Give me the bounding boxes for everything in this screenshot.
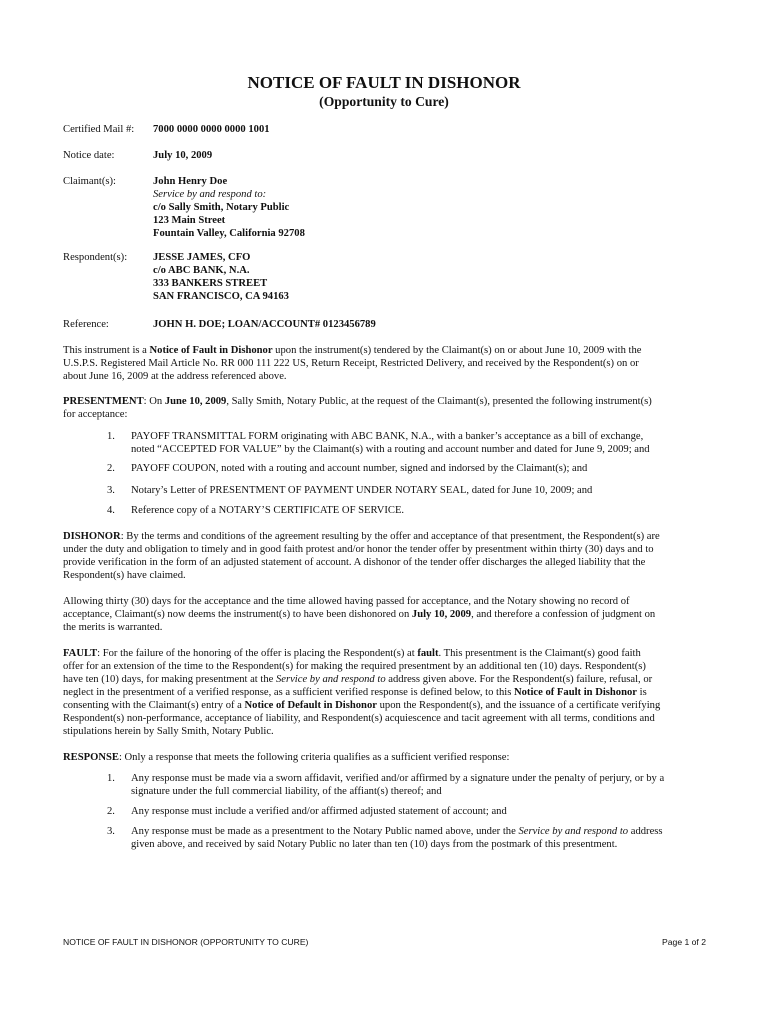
document-title: NOTICE OF FAULT IN DISHONOR — [247, 73, 521, 92]
notice-date-label: Notice date: — [63, 150, 115, 161]
claimant-city: Fountain Valley, California 92708 — [153, 228, 305, 239]
response-heading: RESPONSE — [63, 752, 119, 763]
document-page: NOTICE OF FAULT IN DISHONOR (Opportunity to Cure) Certified Mail #: 7000 0000 0000 0000 1001 Notice date: July 10, 2009 Claimant(s): John Henry Doe Service by and respond to: c/o Sally Smith, Notary Public 123 Main Street Fountain Valley, California 92708 Respondent(s): JESSE JAMES, CFO c/o ABC BANK, N.A. 333 BANKERS STREET SAN FRANCISCO, CA 94163 Reference: JOHN H. DOE; LOAN/ACCOUNT# 0123456789 This instrument is a Notice of Fault in Dishonor upon the instrument(s) tendered by the Claimant(s) on or about June 10, 2009 with the U.S.P.S. Registered Mail Article No. RR 000 111 222 US, Return Receipt, Restricted Delivery, and received by the Respondent(s) on or about June 16, 2009 at the address referenced above. PRESENTMENT: On June 10, 2009, Sally Smith, Notary Public, at the request of the Claimant(s), presented the following instrument(s) for acceptance: 1. PAYOFF TRANSMITTAL FORM originating with ABC BANK, N.A., with a banker’s acceptance as a bill of exchange, noted “ACCEPTED FOR VALUE” by the Claimant(s) with a routing and account number and dated for June 9, 2009; and 2. PAYOFF COUPON, noted with a routing and account number, signed and indorsed by the Claimant(s); and 3. Notary’s Letter of PRESENTMENT OF PAYMENT UNDER NOTARY SEAL, dated for June 10, 2009; and 4. Reference copy of a NOTARY’S CERTIFICATE OF SERVICE. DISHONOR: By the terms and conditions of the agreement resulting by the offer and acceptance of that presentment, the Respondent(s) are under the duty and obligation to timely and in good faith protest and/or honor the tender offer by presentment within thirty (30) days and to provide verification in the form of an adjusted statement of account. A dishonor of the tender offer discharges the alleged liability that the Respondent(s) have claimed. Allowing thirty (30) days for the acceptance and the time allowed having passed for acceptance, and the Notary showing no record of acceptance, Claimant(s) now deems the instrument(s) to have been dishonored on July 10, 2009, and therefore a confession of judgment on the merits is warranted. FAULT: For the failure of the honoring of the offer is placing the Respondent(s) at fault. This presentment is the Claimant(s) good faith offer for an extension of the time to the Respondent(s) for making the required presentment by an additional ten (10) days. Respondent(s) have ten (10) days, for making presentment at the Service by and respond to address given above. For the Respondent(s) failure, refusal, or neglect in the presentment of a verified response, as a sufficient verified response is defined below, to this Notice of Fault in Dishonor is consenting with the Claimant(s) entry of a Notice of Default in Dishonor upon the Respondent(s), and the issuance of a certificate verifying Respondent(s) non-performance, acceptance of liability, and Respondent(s) acquiescence and tacit agreement with all terms, conditions and stipulations herein by Sally Smith, Notary Public. RESPONSE: Only a response that meets the following criteria qualifies as a sufficient verified response: 1. Any response must be made via a sworn affidavit, verified and/or affirmed by a signature under the penalty of perjury, or by a signature under the full commercial liability, of the affiant(s) thereof; and 2. Any response must include a verified and/or affirmed adjusted statement of account; and 3. Any response must be made as a presentment to the Notary Public named above, under the Service by and respond to address given above, and received by said Notary Public no later than ten (10) days from the postmark of this presentment. NOTICE OF FAULT IN DISHONOR (OPPORTUNITY TO CURE) Page 1 of 2 — [0, 0, 768, 1024]
claimant-name: John Henry Doe — [153, 176, 228, 187]
presentment-heading: PRESENTMENT — [63, 396, 144, 407]
allowing-paragraph: Allowing thirty (30) days for the acceptance and the time allowed having passed for acceptance, and the Notary showing no record of acceptance, Claimant(s) now deems the instrument(s) to have been dishonored on July 10, 2009, and therefore a confession of judgment on the merits is warranted. — [63, 596, 656, 633]
claimant-service-note: Service by and respond to: — [153, 189, 267, 200]
claimant-label: Claimant(s): — [63, 176, 116, 187]
fault-paragraph: FAULT: For the failure of the honoring of the offer is placing the Respondent(s) at fault. This presentment is the Claimant(s) good faith offer for an extension of the time to the Respondent(s) for making the required presentment by an additional ten (10) days. Respondent(s) have ten (10) days, for making presentment at the Service by and respond to address given above. For the Respondent(s) failure, refusal, or neglect in the presentment of a verified response, as a sufficient verified response is defined below, to this Notice of Fault in Dishonor is consenting with the Claimant(s) entry of a Notice of Default in Dishonor upon the Respondent(s), and the issuance of a certificate verifying Respondent(s) non-performance, acceptance of liability, and Respondent(s) acquiescence and tacit agreement with all terms, conditions and stipulations herein by Sally Smith, Notary Public. — [63, 648, 661, 737]
certified-mail-value: 7000 0000 0000 0000 1001 — [153, 124, 270, 135]
certified-mail-label: Certified Mail #: — [63, 124, 135, 135]
dishonor-paragraph: DISHONOR: By the terms and conditions of the agreement resulting by the offer and acceptance of that presentment, the Respondent(s) are under the duty and obligation to timely and in good faith protest and/or honor the tender offer by presentment within thirty (30) days and to provide verification in the form of an adjusted statement of account. A dishonor of the tender offer discharges the alleged liability that the Respondent(s) have claimed. — [63, 530, 706, 582]
intro-line-2: U.S.P.S. Registered Mail Article No. RR 000 111 222 US, Return Receipt, Restricted Delivery, and received by the Respondent(s) on or — [63, 358, 639, 369]
respondent-street: 333 BANKERS STREET — [153, 278, 268, 289]
dishonor-line-1: DISHONOR: By the terms and conditions of the agreement resulting by the offer and acceptance of that presentment, the Respondent(s) are — [63, 531, 660, 542]
page-number: Page 1 of 2 — [662, 937, 706, 947]
presentment-line-1: PRESENTMENT: On June 10, 2009, Sally Smith, Notary Public, at the request of the Claimant(s), presented the following instrument(s) — [63, 396, 652, 407]
reference-value: JOHN H. DOE; LOAN/ACCOUNT# 0123456789 — [153, 319, 376, 330]
respondent-name: JESSE JAMES, CFO — [153, 252, 251, 263]
respondent-label: Respondent(s): — [63, 252, 128, 263]
footer-title: NOTICE OF FAULT IN DISHONOR (OPPORTUNITY TO CURE) — [63, 937, 309, 947]
notice-date-value: July 10, 2009 — [153, 150, 213, 161]
respondent-care-of: c/o ABC BANK, N.A. — [153, 265, 250, 276]
intro-line-1: This instrument is a Notice of Fault in Dishonor upon the instrument(s) tendered by the Claimant(s) on or about June 10, 2009 with the — [63, 345, 642, 356]
dishonor-heading: DISHONOR — [63, 531, 121, 542]
respondent-address-block — [153, 251, 289, 303]
intro-line-3: about June 16, 2009 at the address referenced above. — [63, 371, 287, 382]
claimant-care-of: c/o Sally Smith, Notary Public — [153, 202, 290, 213]
document-subtitle: (Opportunity to Cure) — [319, 94, 449, 109]
respondent-city: SAN FRANCISCO, CA 94163 — [153, 291, 289, 302]
presentment-line-2: for acceptance: — [63, 409, 128, 420]
claimant-address-block — [153, 175, 305, 240]
claimant-street: 123 Main Street — [153, 215, 226, 226]
response-paragraph: RESPONSE: Only a response that meets the following criteria qualifies as a sufficient verified response: — [63, 752, 510, 763]
intro-paragraph — [63, 344, 706, 383]
presentment-paragraph — [63, 395, 706, 421]
reference-label: Reference: — [63, 319, 109, 330]
fault-heading: FAULT — [63, 648, 98, 659]
